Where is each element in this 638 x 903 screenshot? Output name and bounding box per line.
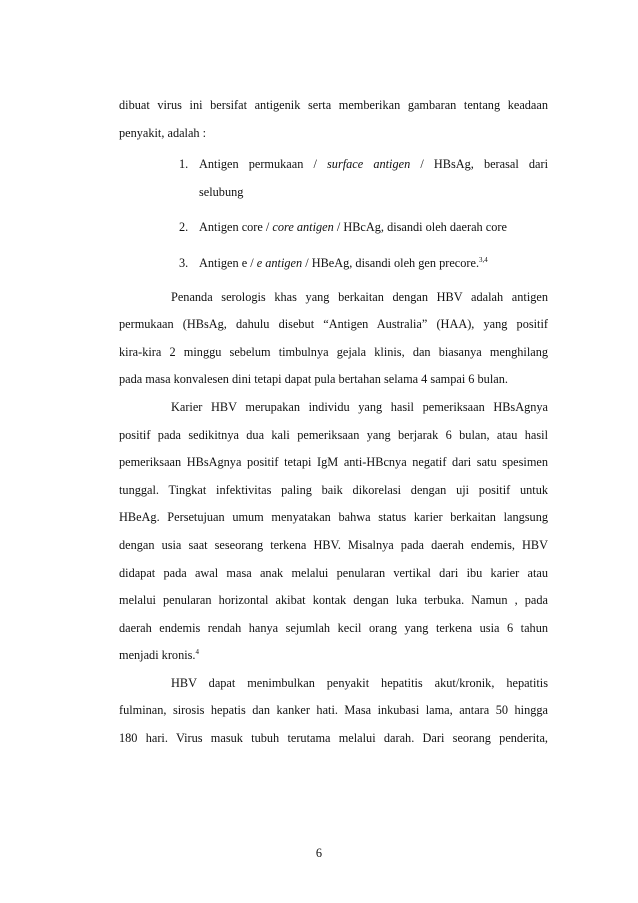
list-text-part: / HBsAg, berasal dari <box>410 157 548 172</box>
paragraph-line: Karier HBV merupakan individu yang hasil pemeriksaan HBsAgnya <box>171 399 548 414</box>
citation-superscript: 4 <box>195 648 200 657</box>
list-number: 2. <box>179 220 189 235</box>
list-number: 3. <box>179 255 189 270</box>
list-item <box>119 151 548 206</box>
list-text-part: / HBcAg, disandi oleh daerah core <box>333 220 507 235</box>
list-text-italic: surface antigen <box>327 157 411 172</box>
paragraph-line: dengan usia saat seseorang terkena HBV. Misalnya pada daerah endemis, HBV <box>119 537 548 552</box>
paragraph-line-text: menjadi kronis. <box>119 648 196 663</box>
list-text-italic: e antigen <box>256 255 303 270</box>
paragraph-line: kira-kira 2 minggu sebelum timbulnya gejala klinis, dan biasanya menghilang <box>119 344 548 359</box>
paragraph-hbv <box>119 670 548 753</box>
paragraph-line: 180 hari. Virus masuk tubuh terutama melalui darah. Dari seorang penderita, <box>119 731 548 746</box>
list-text <box>199 151 548 179</box>
paragraph-karier <box>119 394 548 670</box>
list-item <box>119 250 548 278</box>
list-continuation: selubung <box>199 184 244 199</box>
list-text-italic: core antigen <box>272 220 334 235</box>
paragraph-line: permukaan (HBsAg, dahulu disebut “Antigen Australia” (HAA), yang positif <box>119 317 548 332</box>
paragraph-serologis <box>119 284 548 394</box>
intro-line: penyakit, adalah : <box>119 125 207 140</box>
paragraph-line: fulminan, sirosis hepatis dan kanker hati. Masa inkubasi lama, antara 50 hingga <box>119 703 548 718</box>
list-text-part: / HBeAg, disandi oleh gen precore. <box>302 255 480 270</box>
list-text-part: Antigen e / <box>199 255 257 270</box>
paragraph-line: daerah endemis rendah hanya sejumlah kecil orang yang terkena usia 6 tahun <box>119 620 548 635</box>
paragraph-line: positif pada sedikitnya dua kali pemeriksaan yang berjarak 6 bulan, atau hasil <box>119 427 548 442</box>
list-text-part: Antigen permukaan / <box>199 157 328 172</box>
page-body <box>119 92 548 753</box>
paragraph-line: tunggal. Tingkat infektivitas paling baik dikorelasi dengan uji positif untuk <box>119 482 548 497</box>
paragraph-line: melalui penularan horizontal akibat kontak dengan luka terbuka. Namun , pada <box>119 593 548 608</box>
paragraph-line <box>119 642 548 670</box>
list-text-part: Antigen core / <box>199 220 273 235</box>
paragraph-line: Penanda serologis khas yang berkaitan dengan HBV adalah antigen <box>171 289 548 304</box>
paragraph-line: pemeriksaan HBsAgnya positif tetapi IgM anti-HBcnya negatif dari satu spesimen <box>119 455 548 470</box>
paragraph-line: didapat pada awal masa anak melalui penularan vertikal dari ibu karier atau <box>119 565 548 580</box>
paragraph-line: HBV dapat menimbulkan penyakit hepatitis akut/kronik, hepatitis <box>171 675 548 690</box>
page-number: 6 <box>315 846 323 860</box>
paragraph-line: pada masa konvalesen dini tetapi dapat pula bertahan selama 4 sampai 6 bulan. <box>119 372 508 387</box>
intro-line: dibuat virus ini bersifat antigenik serta memberikan gambaran tentang keadaan <box>119 98 548 112</box>
citation-superscript: 3,4 <box>479 255 488 264</box>
list-number: 1. <box>179 157 189 172</box>
list-text <box>199 250 548 278</box>
paragraph-line: HBeAg. Persetujuan umum menyatakan bahwa status karier berkaitan langsung <box>119 510 548 525</box>
antigen-list <box>119 151 548 277</box>
list-item <box>119 214 548 242</box>
list-text <box>199 214 548 242</box>
